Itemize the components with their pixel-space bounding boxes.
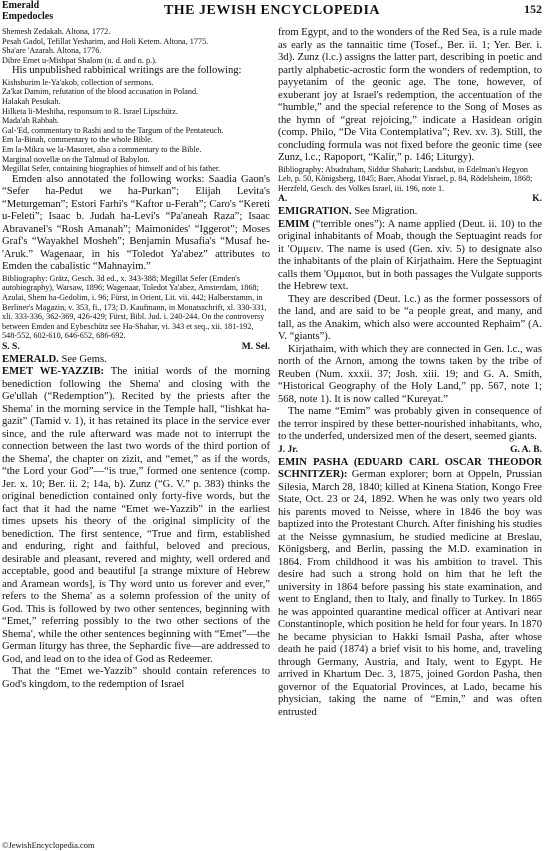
author-signature xyxy=(278,445,542,455)
running-head-first-entry: Emerald xyxy=(2,0,40,11)
signature-initials-left: J. Jr. xyxy=(278,444,298,455)
unpublished-item: Gal-'Ed, commentary to Rashi and to the Targum of the Pentateuch. xyxy=(2,125,224,135)
entry-text: (“terrible ones”): A name applied (Deut. ii. 10) to the original inhabitants of Moab, though the Septuagint reads for it 'Ομμειν. The name is used (Gen. xiv. 5) to designate also the inhabitants of the plain of Kirjathaim. Here the Septuagint calls them 'Ομμαιοι, but in both passages the Vulgate supports the Hebrew text. xyxy=(278,218,542,293)
unpublished-item: Em la-Binah, commentary to the whole Bible. xyxy=(2,135,153,145)
unpublished-item: Marginal novellæ on the Talmud of Babylon. xyxy=(2,154,150,164)
unpublished-item: Megillat Sefer, containing biographies of himself and of his father. xyxy=(2,164,221,174)
unpublished-item: Za'kat Damim, refutation of the blood accusation in Poland. xyxy=(2,87,199,97)
works-list xyxy=(2,27,270,65)
publication-title: THE JEWISH ENCYCLOPEDIA xyxy=(163,3,381,18)
signature-initials-right: K. xyxy=(532,194,542,205)
entry-text: German explorer; born at Oppeln, Prussian Silesia, March 28, 1840; killed at Kinena Station, Kongo Free State, Oct. 23 or 24, 1892. When he was only two years old his parents moved to Neisse, where in 1846 the boy was baptized into the Protestant Church. After finishing his studies at the Neisse gymnasium, he studied medicine at Breslau, Königsberg, and Berlin, passing the M.D. examination in 1864. From childhood it was his ambition to travel. This desire had such a strong hold on him that he left the university in 1864 before passing his state examination, and went to England, then to Italy, and finally to Turkey. In 1865 he was appointed quarantine medical officer at Antivari near Constantinople, which position he held for four years. In 1870 he became physician to Hakki Ismail Pasha, after whose death he paid (1874) a brief visit to his home, and, traveling through Germany, Austria, and Italy, went to Egypt. He arrived in Khartum Dec. 3, 1875, joined Gordon Pasha, then governor of the Equatorial Provinces, at Lado, became his physician, taking the name of “Emin,” and was often entrusted xyxy=(278,469,542,718)
works-list-item: Shemesh Zedakah. Altona, 1772. xyxy=(2,27,111,36)
signature-initials-left: S. S. xyxy=(2,341,20,352)
entry-title: EMIN PASHA (EDUARD CARL OSCAR THEODOR SCHNITZER): xyxy=(278,456,542,481)
unpublished-intro: His unpublished rabbinical writings are the following: xyxy=(12,65,242,77)
signature-initials-left: A. xyxy=(278,194,288,205)
unpublished-item: Em la-Mikra we la-Masoret, also a commentary to the Bible. xyxy=(2,145,202,155)
unpublished-item: Mada'ah Rabbah. xyxy=(2,116,59,126)
entry-paragraph: That the “Emet we-Yazzib” should contain references to God's kingdom, to the redemption of Israel xyxy=(2,666,270,690)
unpublished-item: Kishshurim le-Ya'akob, collection of sermons. xyxy=(2,77,154,87)
unpublished-list xyxy=(2,78,270,174)
entry-title: EMET WE-YAZZIB: xyxy=(2,366,105,378)
right-column xyxy=(278,27,542,835)
running-head-last-entry: Empedocles xyxy=(2,11,54,22)
author-signature xyxy=(278,194,542,204)
entry-text: See Gems. xyxy=(58,353,107,365)
works-list-item: Dibre Emet u-Mishpat Shalom (n. d. and n. p.). xyxy=(2,55,157,65)
entry-title: EMIM xyxy=(278,218,310,230)
entry-emet-we-yazzib xyxy=(2,366,270,666)
entry-emim xyxy=(278,219,542,294)
entry-paragraph: Kirjathaim, with which they are connected in Gen. l.c., was north of the Arnon, among the towns taken by the tribe of Reuben (Num. xxxii. 37; Josh. xiii. 19; and G. A. Smith, “Historical Geography of the Holy Land,” pp. 567, note 1; 568, note 1). It is now called “Kureyat.” xyxy=(278,343,542,405)
entry-text: See Migration. xyxy=(351,206,418,218)
entry-text: The initial words of the morning benediction following the Shema' and closing with the Ge'ullah (“Redemption”). Recited by the priests after the Shema' in the morning service in the Temple hall, “lishkat ha-gazit” (Tamid v. 1), it has retained its place in the service ever since, and the rule afterward was made not to interrupt the connection between the last two words of the third portion of the Shema', the chapter on zizit, and “emet,” as if the words, “the Lord your God”—“is true,” formed one sentence (comp. Jer. x. 10; Ber. ii. 2; 14a, b). Zunz (“G. V.” p. 383) thinks the original benediction contained only forty-five words, but the fact that it had the name “Emet we-Yazzib” in the earliest times upsets his theory of the original simplicity of the benediction. The first sentence, “True and firm, established and enduring, right and faithful, beloved and precious, desirable and pleasant, revered and mighty, well ordered and acceptable, good and beautiful [a strange mixture of Hebrew and Aramean words], is Thy word unto us forever and ever,” refers to the Shema' as a solemn profession of the unity of God. This is followed by two other sentences, beginning with “Emet,” referring possibly to the two other sections of the Shema', while the other sentences beginning with “Emet”—the German liturgy has three, the Sephardic five—are addressed to God, and lead on to the idea of God as Redeemer. xyxy=(2,366,270,665)
left-column xyxy=(2,27,270,835)
signature-initials-right: G. A. B. xyxy=(510,444,542,455)
entry-title: EMIGRATION. xyxy=(278,206,352,218)
author-signature xyxy=(2,342,270,352)
entry-emin-pasha xyxy=(278,457,542,720)
unpublished-item: Hilketa li-Meshiha, responsum to R. Israel Lipschütz. xyxy=(2,106,178,116)
copyright-footer: ©JewishEncyclopedia.com xyxy=(2,840,95,850)
page-header xyxy=(0,0,544,26)
works-list-item: Pesah Gadol, Tefillat Yesharim, and Holi Ketem. Altona, 1775. xyxy=(2,36,209,46)
works-list-item: Sha'are 'Azarah. Altona, 1776. xyxy=(2,46,102,56)
entry-paragraph: They are described (Deut. l.c.) as the former possessors of the land, and are said to be “a people great, and many, and tall, as the Anakim, which also were accounted Rephaim” (A. V. “giants”). xyxy=(278,293,542,343)
annotated-works-paragraph: Emden also annotated the following works: Saadia Gaon's “Sefer ha-Pedut we ha-Purkan”; Elijah Levita's “Meturgeman”; Estori Farhi's “Kaftor u-Ferah”; Caro's “Kereti u-Feleti”; Isaac b. Judah ha-Levi's “Pa'aneah Raza”; Isaac Abravanel's “Rosh Amanah”; Maimonides' “Iggerot”; Moses Graf's “Wayakhel Mosheh”; Benjamin Musafia's “Musaf he-'Aruk.” Wagenaar, in his “Toledot Ya'abez” attributes to Emden the cabalistic “Mahnayim.” xyxy=(2,173,270,273)
page-number: 152 xyxy=(524,2,542,16)
entry-title: EMERALD. xyxy=(2,353,59,365)
bibliography: Bibliography: Abudraham, Siddur Shaharit; Landshut, in Edelman's Hegyon Leb, p. 50, Königsberg, 1845; Baer, Abodat Yisrael, p. 84, Rödelsheim, 1868; Herzfeld, Gesch. des Volkes Israel, iii. 196, note 1. xyxy=(278,164,533,193)
entry-emerald xyxy=(2,354,270,367)
entry-emigration xyxy=(278,206,542,219)
bibliography: Bibliography: Grätz, Gesch. 3d ed., x. 343-388; Megillat Sefer (Emden's autobiography), Warsaw, 1896; Wagenaar, Toledot Ya'abez, Amsterdam, 1868; Azulai, Shem ha-Gedolim, i. 96; Fürst, in Orient, Lit. vii. 442; Halberstamm, in Berliner's Magazin, v. 353, fi., 173; D. Kaufmann, in Monatsschrift, xl. 330-331, xli. 333-336, 362-369, 426-429; Fürst, Bibl. Jud. i. 240-244. On the controversy between Emden and Eybeschütz see Ha-Shahar, vi. 343 et seq., xii. 181-192, 548-552, 602-610, 646-652, 686-692. xyxy=(2,273,267,341)
signature-initials-right: M. Sel. xyxy=(241,341,270,352)
entry-paragraph: from Egypt, and to the wonders of the Red Sea, is a rule made as early as the tannaitic time (Tosef., Ber. ii. 1; Yer. Ber. i. 3d). Zunz (l.c.) assigns the latter part, describing in poetic and partly alphabetic-acrostic form the wonders of redemption, to payyetanim of the geonic age. The tone, however, of exuberant joy at Israel's redemption, the accentuation of the “humble,” and the special reference to the Song of Moses as the hymn of “great rejoicing,” indicate a Hasidean origin (comp. Philo, “De Vita Contemplativa”; Rev. xv. 3). Still, the concluding formula was not fixed before the geonic time (see Zunz, l.c.; Rapoport, “Kalir,” p. 146; Liturgy). xyxy=(278,27,542,163)
unpublished-item: Halakah Pesukah. xyxy=(2,97,61,107)
entry-paragraph: The name “Emim” was probably given in consequence of the terror inspired by these better-nourished inhabitants, who, to the underfed, undersized men of the desert, seemed giants. xyxy=(278,406,542,443)
